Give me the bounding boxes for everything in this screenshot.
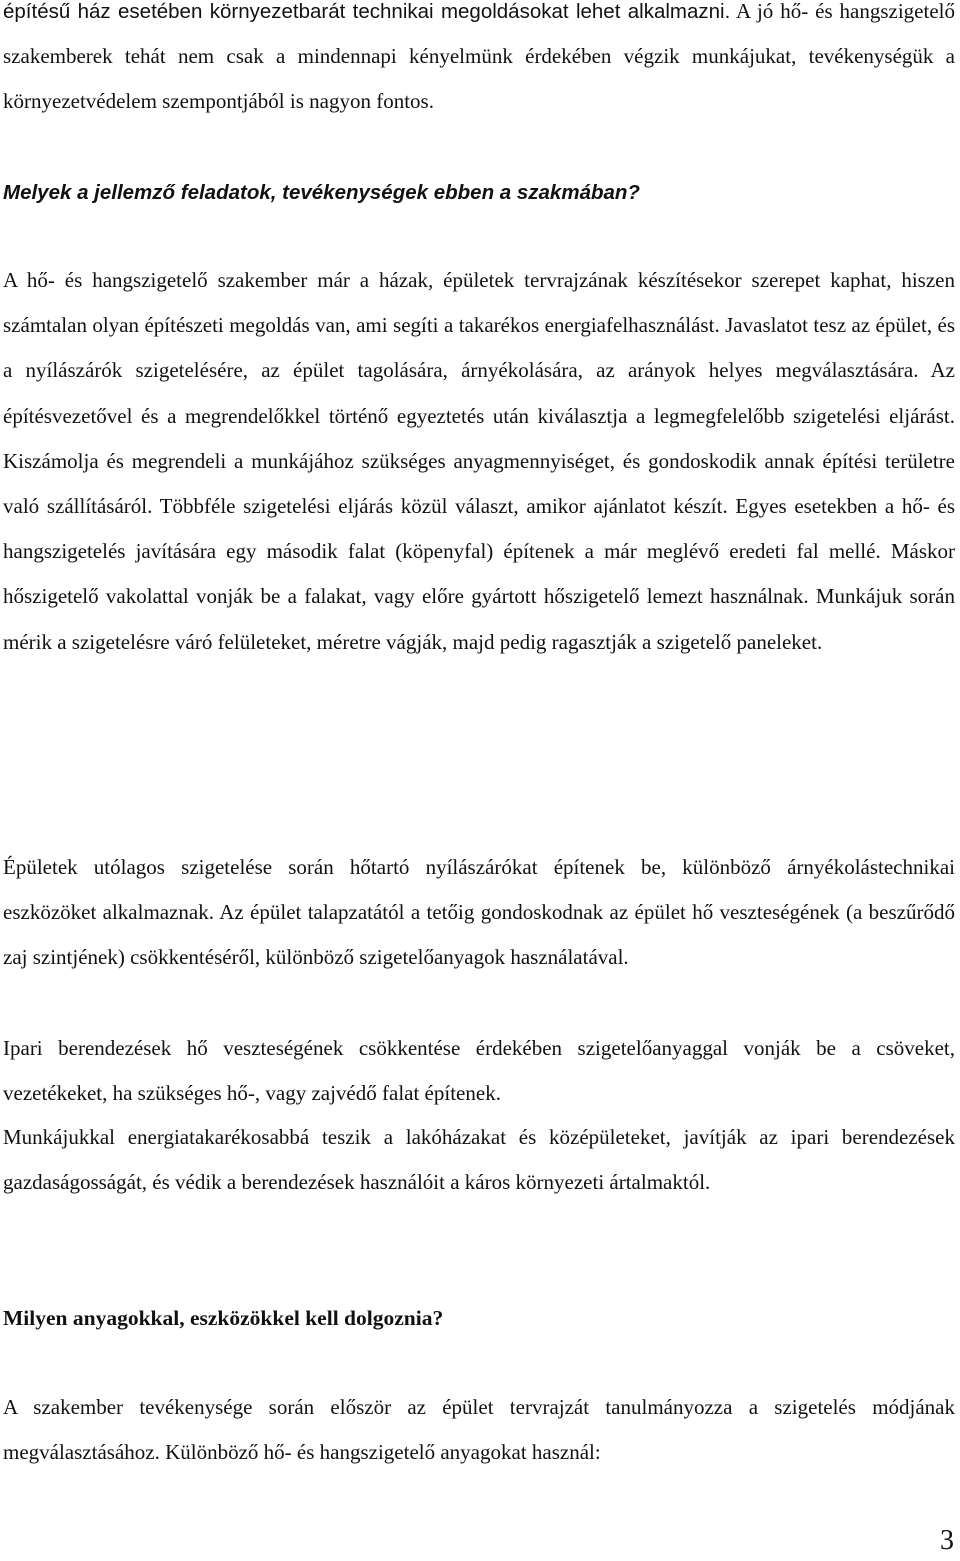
paragraph-materials: A szakember tevékenysége során először az épület tervrajzát tanulmányozza a szigetelés módjának megválasztásához. Különböző hő- és hangszigetelő anyagokat használ:	[3, 1395, 955, 1465]
paragraph-benefits: Munkájukkal energiatakarékosabbá teszik a lakóházakat és középületeket, javítják az ipari berendezések gazdaságosságát, és védik a berendezések használóit a káros környezeti ártalmaktól.	[3, 1125, 955, 1195]
paragraph-tasks	[3, 258, 955, 665]
intro-text-serif: A jó hő- és hangszigetelő szakemberek tehát nem csak a mindennapi kényelmünk érdekében végzik munkájukat, tevékenységük a környezetvédelem szempontjából is nagyon fontos.	[3, 0, 955, 114]
page-number: 3	[940, 1525, 954, 1556]
heading-materials: Milyen anyagokkal, eszközökkel kell dolgoznia?	[3, 1306, 444, 1330]
paragraph-industrial: Ipari berendezések hő veszteségének csökkentése érdekében szigetelőanyaggal vonják be a csöveket, vezetékeket, ha szükséges hő-, vagy zajvédő falat építenek.	[3, 1036, 955, 1106]
paragraph-retrofit: Épületek utólagos szigetelése során hőtartó nyílászárókat építenek be, különböző árnyékolástechnikai eszközöket alkalmaznak. Az épület talapzatától a tetőig gondoskodnak az épület hő veszteségének (a beszűrődő zaj szintjének) csökkentéséről, különböző szigetelőanyagok használatával.	[3, 855, 955, 970]
paragraph-tasks-part1: A hő- és hangszigetelő szakember már a házak, épületek tervrajzának készítésekor szerepet kaphat, hiszen számtalan olyan építészeti megoldás van, ami segíti a takarékos energiafelhasználást.	[3, 268, 955, 338]
heading-tasks: Melyek a jellemző feladatok, tevékenységek ebben a szakmában?	[3, 181, 640, 204]
paragraph-tasks-part3: Az építésvezetővel és a megrendelőkkel történő egyeztetés után kiválasztja a legmegfelelőbb szigetelési eljárást. Kiszámolja és megrendeli a munkájához szükséges anyagmennyiséget, és gondoskodik annak építési területre való szállításáról. Többféle szigetelési eljárás közül választ, amikor ajánlatot készít. Egyes esetekben a hő- és hangszigetelés javítására egy második falat (köpenyfal) építenek a már meglévő eredeti fal mellé. Máskor hőszigetelő vakolattal vonják be a falakat, vagy előre gyártott hőszigetelő lemezt használnak. Munkájuk során mérik a szigetelésre váró felületeket, méretre vágják, majd pedig ragasztják a szigetelő paneleket.	[3, 358, 956, 654]
intro-text-sans: építésű ház esetében környezetbarát technikai megoldásokat lehet alkalmazni.	[3, 0, 731, 23]
paragraph-tasks-part2: Javaslatot tesz az épület, és a nyílászárók szigetelésére, az épület tagolására, árnyékolására, az arányok helyes megválasztására.	[3, 313, 956, 383]
intro-paragraph	[3, 0, 955, 125]
